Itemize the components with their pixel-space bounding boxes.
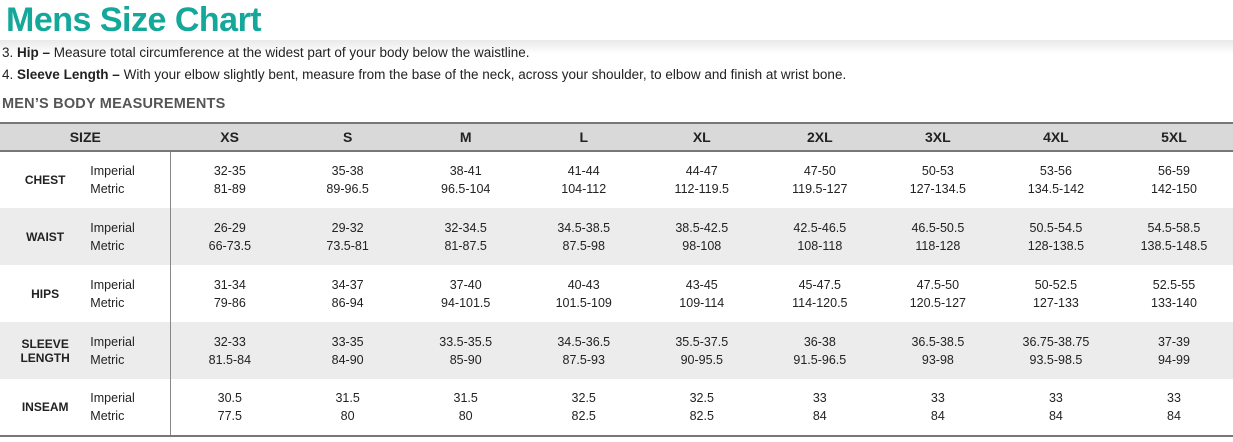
imperial-value: 26-29 — [213, 220, 246, 235]
imperial-value: 47.5-50 — [916, 277, 960, 292]
measurement-cell — [407, 208, 525, 265]
table-row — [0, 151, 1233, 208]
measurement-label: SLEEVE LENGTH — [20, 336, 70, 365]
measurement-cell — [525, 379, 643, 436]
size-chart-table — [0, 122, 1233, 437]
measurement-cell — [761, 322, 879, 379]
measurement-cell — [643, 322, 761, 379]
measurement-cell — [171, 379, 289, 436]
imperial-value: 31.5 — [335, 391, 360, 405]
imperial-value: 33-35 — [331, 334, 364, 349]
imperial-value: 36-38 — [803, 334, 836, 349]
measurement-label: HIPS — [31, 286, 60, 301]
instruction-hip — [2, 45, 530, 60]
imperial-value: 50-52.5 — [1034, 277, 1078, 292]
table-row — [0, 322, 1233, 379]
table-row — [0, 208, 1233, 265]
imperial-value: 52.5-55 — [1152, 277, 1196, 292]
measurement-cell — [1115, 208, 1233, 265]
metric-value: 109-114 — [679, 295, 725, 310]
metric-value: 89-96.5 — [326, 182, 369, 196]
unit-label-metric: Metric — [90, 238, 125, 253]
imperial-value: 30.5 — [217, 391, 242, 405]
measurement-cell — [643, 208, 761, 265]
measurement-cell — [289, 151, 407, 208]
metric-value: 134.5-142 — [1027, 182, 1085, 196]
instruction-text: With your elbow slightly bent, measure from the base of the neck, across your shoulder, to elbow and finish at wrist bone. — [119, 67, 847, 82]
metric-value: 84 — [930, 409, 945, 423]
instruction-term: Sleeve Length – — [17, 67, 120, 82]
unit-label-imperial: Imperial — [90, 220, 135, 235]
metric-value: 81-87.5 — [444, 238, 487, 253]
imperial-value: 36.75-38.75 — [1022, 334, 1090, 349]
metric-value: 94-101.5 — [441, 295, 491, 310]
metric-value: 101.5-109 — [555, 295, 612, 310]
size-column-header: 3XL — [879, 123, 997, 151]
imperial-value: 47-50 — [803, 164, 836, 178]
imperial-value: 50-53 — [921, 164, 954, 178]
unit-label-imperial: Imperial — [90, 391, 135, 405]
instruction-sleeve — [2, 67, 846, 82]
measurement-cell — [1115, 379, 1233, 436]
imperial-value: 46.5-50.5 — [911, 220, 965, 235]
measurement-label: CHEST — [24, 173, 66, 187]
measurement-cell — [407, 265, 525, 322]
instruction-number: 3. — [2, 45, 14, 60]
metric-value: 94-99 — [1157, 352, 1190, 367]
unit-label-metric: Metric — [90, 409, 125, 423]
imperial-value: 35.5-37.5 — [675, 334, 729, 349]
metric-value: 119.5-127 — [792, 182, 848, 196]
imperial-value: 33 — [1048, 391, 1063, 405]
unit-labels — [90, 322, 170, 379]
size-column-header: 2XL — [761, 123, 879, 151]
unit-labels — [90, 151, 170, 208]
metric-value: 82.5 — [571, 409, 596, 423]
metric-value: 128-138.5 — [1027, 238, 1085, 253]
measurement-cell — [1115, 322, 1233, 379]
size-header: SIZE — [0, 123, 171, 151]
instruction-text: Measure total circumference at the widest part of your body below the waistline. — [50, 45, 530, 60]
size-column-header: L — [525, 123, 643, 151]
imperial-value: 36.5-38.5 — [911, 334, 965, 349]
metric-value: 82.5 — [689, 409, 714, 423]
measurement-label: WAIST — [26, 229, 65, 244]
measurement-cell — [289, 379, 407, 436]
measurement-cell — [879, 322, 997, 379]
imperial-value: 29-32 — [331, 220, 364, 235]
imperial-value: 35-38 — [331, 164, 364, 178]
measurement-cell — [761, 208, 879, 265]
page-title: Mens Size Chart — [6, 1, 262, 39]
measurement-cell — [171, 151, 289, 208]
imperial-value: 53-56 — [1039, 164, 1072, 178]
imperial-value: 41-44 — [567, 164, 600, 178]
metric-value: 85-90 — [449, 352, 482, 367]
measurement-cell — [643, 265, 761, 322]
measurement-cell — [525, 151, 643, 208]
imperial-value: 31.5 — [453, 391, 478, 405]
size-column-header: 4XL — [997, 123, 1115, 151]
section-title: MEN’S BODY MEASUREMENTS — [2, 96, 226, 112]
measurement-cell — [289, 265, 407, 322]
imperial-value: 32-34.5 — [444, 220, 487, 235]
size-column-header: M — [407, 123, 525, 151]
imperial-value: 34-37 — [331, 277, 364, 292]
measurement-cell — [761, 265, 879, 322]
metric-value: 108-118 — [797, 238, 843, 253]
metric-value: 114-120.5 — [792, 295, 848, 310]
measurement-label: INSEAM — [0, 379, 90, 436]
unit-label-metric: Metric — [90, 182, 125, 196]
imperial-value: 40-43 — [567, 277, 600, 292]
metric-value: 80 — [458, 409, 473, 423]
metric-value: 127-134.5 — [909, 182, 967, 196]
metric-value: 104-112 — [561, 182, 607, 196]
metric-value: 112-119.5 — [674, 182, 729, 196]
size-column-header: S — [289, 123, 407, 151]
measurement-cell — [1115, 151, 1233, 208]
imperial-value: 38-41 — [449, 164, 482, 178]
measurement-cell — [997, 322, 1115, 379]
metric-value: 84 — [1048, 409, 1063, 423]
metric-value: 84-90 — [331, 352, 364, 367]
imperial-value: 50.5-54.5 — [1029, 220, 1083, 235]
imperial-value: 33 — [812, 391, 827, 405]
imperial-value: 33 — [930, 391, 945, 405]
imperial-value: 34.5-38.5 — [557, 220, 611, 235]
instruction-number: 4. — [2, 67, 14, 82]
imperial-value: 37-40 — [449, 277, 482, 292]
imperial-value: 42.5-46.5 — [793, 220, 847, 235]
measurement-cell — [643, 151, 761, 208]
measurement-cell — [643, 379, 761, 436]
measurement-cell — [407, 151, 525, 208]
imperial-value: 54.5-58.5 — [1147, 220, 1201, 235]
measurement-cell — [997, 265, 1115, 322]
size-column-header: XL — [643, 123, 761, 151]
measurement-cell — [997, 379, 1115, 436]
unit-label-metric: Metric — [90, 295, 125, 310]
metric-value: 127-133 — [1032, 295, 1079, 310]
metric-value: 90-95.5 — [680, 352, 723, 367]
measurement-cell — [407, 322, 525, 379]
metric-value: 77.5 — [217, 409, 242, 423]
unit-labels — [90, 208, 170, 265]
metric-value: 98-108 — [682, 238, 722, 253]
unit-label-imperial: Imperial — [90, 334, 135, 349]
instruction-term: Hip – — [17, 45, 51, 60]
metric-value: 81-89 — [213, 182, 246, 196]
imperial-value: 34.5-36.5 — [557, 334, 611, 349]
imperial-value: 32-35 — [213, 164, 246, 178]
metric-value: 86-94 — [331, 295, 364, 310]
measurement-cell — [171, 265, 289, 322]
measurement-cell — [289, 322, 407, 379]
unit-labels — [90, 265, 170, 322]
imperial-value: 37-39 — [1157, 334, 1190, 349]
table-row — [0, 265, 1233, 322]
imperial-value: 38.5-42.5 — [675, 220, 729, 235]
metric-value: 81.5-84 — [208, 352, 252, 367]
metric-value: 93-98 — [921, 352, 954, 367]
measurement-cell — [879, 208, 997, 265]
measurement-cell — [171, 322, 289, 379]
imperial-value: 44-47 — [685, 164, 718, 178]
metric-value: 84 — [1167, 409, 1181, 423]
metric-value: 138.5-148.5 — [1140, 238, 1208, 253]
metric-value: 79-86 — [213, 295, 246, 310]
imperial-value: 32.5 — [571, 391, 596, 405]
metric-value: 80 — [340, 409, 355, 423]
measurement-cell — [761, 151, 879, 208]
imperial-value: 33 — [1167, 391, 1181, 405]
imperial-value: 31-34 — [213, 277, 246, 292]
metric-value: 118-128 — [915, 238, 961, 253]
measurement-cell — [997, 151, 1115, 208]
imperial-value: 33.5-35.5 — [439, 334, 493, 349]
metric-value: 120.5-127 — [909, 295, 967, 310]
measurement-cell — [879, 265, 997, 322]
measurement-cell — [407, 379, 525, 436]
metric-value: 93.5-98.5 — [1029, 352, 1083, 367]
table-header-row — [0, 123, 1233, 151]
size-column-header: XS — [171, 123, 289, 151]
unit-label-imperial: Imperial — [90, 277, 135, 292]
imperial-value: 32-33 — [213, 334, 246, 349]
measurement-cell — [879, 379, 997, 436]
metric-value: 91.5-96.5 — [793, 352, 847, 367]
metric-value: 133-140 — [1151, 295, 1197, 310]
metric-value: 73.5-81 — [326, 238, 369, 253]
unit-labels — [90, 379, 170, 436]
measurement-cell — [1115, 265, 1233, 322]
metric-value: 66-73.5 — [208, 238, 252, 253]
metric-value: 87.5-93 — [562, 352, 605, 367]
metric-value: 87.5-98 — [562, 238, 605, 253]
size-column-header: 5XL — [1115, 123, 1233, 151]
metric-value: 142-150 — [1151, 182, 1197, 196]
measurement-cell — [525, 208, 643, 265]
measurement-cell — [171, 208, 289, 265]
measurement-cell — [761, 379, 879, 436]
imperial-value: 32.5 — [689, 391, 714, 405]
table-row — [0, 379, 1233, 436]
imperial-value: 43-45 — [685, 277, 718, 292]
measurement-cell — [525, 265, 643, 322]
metric-value: 96.5-104 — [441, 182, 491, 196]
unit-label-imperial: Imperial — [90, 164, 135, 178]
metric-value: 84 — [812, 409, 827, 423]
measurement-cell — [997, 208, 1115, 265]
unit-label-metric: Metric — [90, 352, 125, 367]
imperial-value: 56-59 — [1157, 164, 1190, 178]
measurement-cell — [289, 208, 407, 265]
measurement-cell — [525, 322, 643, 379]
imperial-value: 45-47.5 — [798, 277, 842, 292]
measurement-cell — [879, 151, 997, 208]
